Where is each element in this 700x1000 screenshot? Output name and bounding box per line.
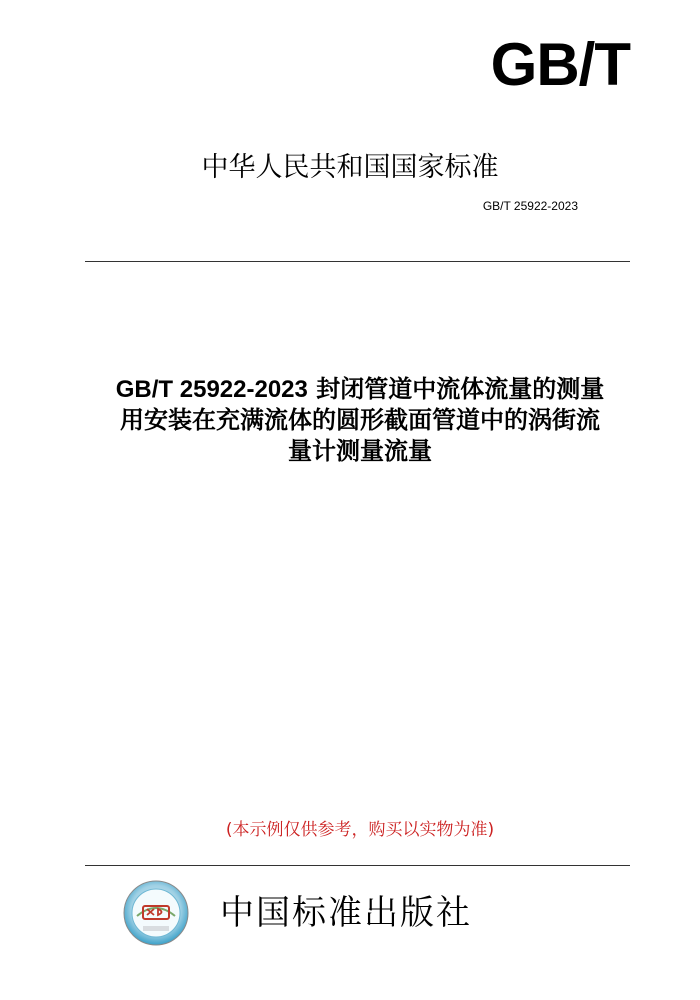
title-line-1 <box>40 374 680 405</box>
sample-notice: (本示例仅供参考，购买以实物为准) <box>225 820 495 840</box>
title-line-3: 量计测量流量 <box>288 437 432 465</box>
standard-number: GB/T 25922-2023 <box>482 199 578 213</box>
publisher-seal-icon <box>123 880 189 946</box>
document-title <box>40 374 680 467</box>
title-code: GB/T 25922-2023 <box>115 376 308 403</box>
title-line-2: 用安装在充满流体的圆形截面管道中的涡街流 <box>120 406 600 434</box>
top-divider <box>85 261 630 262</box>
title-line-1-text: 封闭管道中流体流量的测量 <box>316 375 605 403</box>
bottom-divider <box>85 865 630 866</box>
gbt-logo: GB/T <box>490 31 630 98</box>
publisher-name: 中国标准出版社 <box>220 893 472 933</box>
country-standard-heading: 中华人民共和国国家标准 <box>201 152 499 183</box>
